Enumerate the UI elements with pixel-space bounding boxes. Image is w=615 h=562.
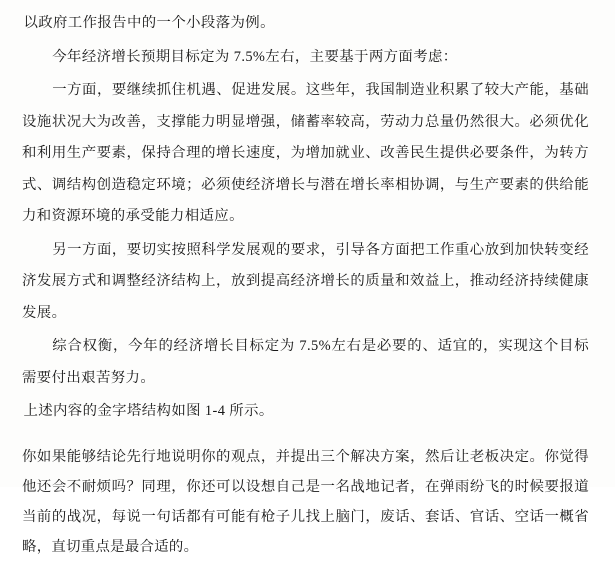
paragraph-intro: 以政府工作报告中的一个小段落为例。: [23, 15, 275, 31]
paragraph-closing-note: 你如果能够结论先行地说明你的观点，并提出三个解决方案，然后让老板决定。你觉得他还会不耐烦吗？同理，你还可以设想自己是一名战地记者，在弹雨纷飞的时候要报道当前的战况，每说一句话都有可能有枪子儿找上脑门，废话、套话、官话、空话一概省略，直切重点是最合适的。: [22, 448, 589, 555]
paragraph-aspect-two: 另一方面，要切实按照科学发展观的要求，引导各方面把工作重心放到加快转变经济发展方式和调整经济结构上，放到提高经济增长的质量和效益上，推动经济持续健康发展。: [22, 241, 589, 321]
paragraph-figure-reference: 上述内容的金字塔结构如图 1-4 所示。: [23, 403, 274, 419]
paragraph-target: 今年经济增长预期目标定为 7.5%左右，主要基于两方面考虑：: [52, 48, 458, 65]
paragraph-aspect-one: 一方面，要继续抓住机遇、促进发展。这些年，我国制造业积累了较大产能，基础设施状况大为改善，支撑能力明显增强，储蓄率较高，劳动力总量仍然很大。必须优化和利用生产要素，保持合理的增长速度，为增加就业、改善民生提供必要条件，为转方式、调结构创造稳定环境；必须使经济增长与潜在增长率相协调，与生产要素的供给能力和资源环境的承受能力相适应。: [22, 82, 589, 224]
paragraph-conclusion: 综合权衡，今年的经济增长目标定为 7.5%左右是必要的、适宜的，实现这个目标需要付出艰苦努力。: [22, 338, 589, 386]
